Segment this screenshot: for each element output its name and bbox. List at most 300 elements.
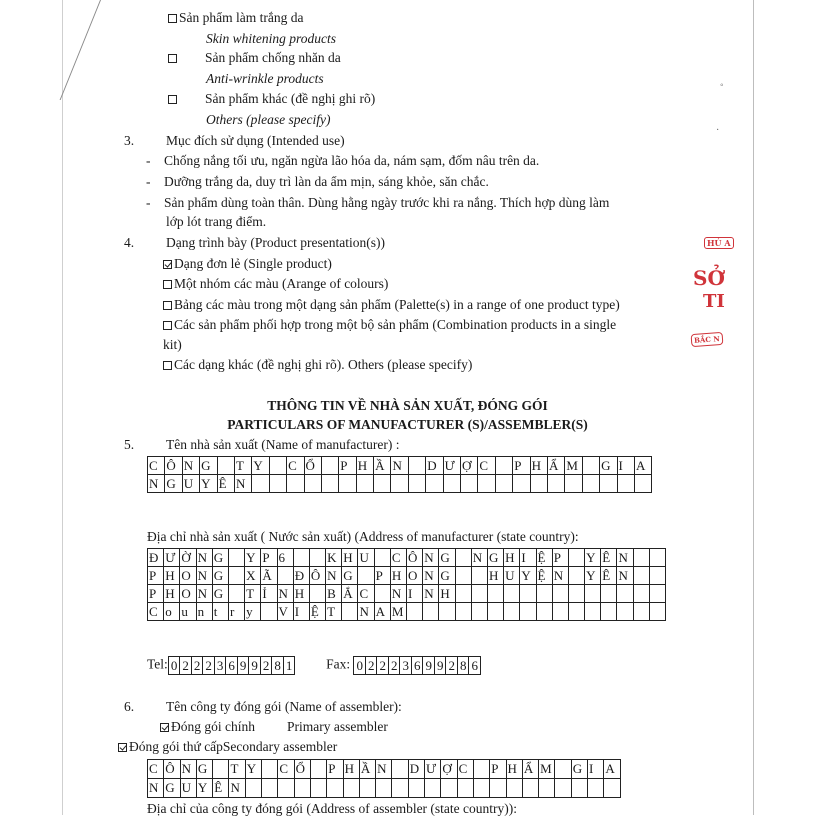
manufacturer-name-cell[interactable]: A	[634, 457, 651, 475]
manufacturer-address-cell[interactable]: H	[164, 567, 180, 585]
manufacturer-address-cell[interactable]: G	[439, 549, 455, 567]
manufacturer-address-cell[interactable]: N	[196, 585, 212, 603]
manufacturer-address-cell[interactable]	[455, 603, 471, 621]
tel-digit[interactable]: 6	[226, 657, 238, 674]
manufacturer-address-cell[interactable]: H	[390, 567, 406, 585]
manufacturer-address-cell[interactable]	[568, 603, 584, 621]
manufacturer-address-cell[interactable]: Ỉ	[261, 585, 277, 603]
manufacturer-name-cell[interactable]	[495, 457, 512, 475]
manufacturer-address-cell[interactable]: u	[180, 603, 196, 621]
manufacturer-address-cell[interactable]	[228, 567, 244, 585]
manufacturer-address-cell[interactable]	[520, 585, 536, 603]
manufacturer-name-cell[interactable]: N	[234, 475, 251, 493]
manufacturer-address-cell[interactable]	[277, 567, 293, 585]
manufacturer-name-cell[interactable]: N	[391, 457, 408, 475]
manufacturer-name-cell[interactable]: N	[182, 457, 199, 475]
manufacturer-address-cell[interactable]	[649, 603, 665, 621]
assembler-name-cell[interactable]: H	[506, 760, 522, 779]
assembler-name-cell[interactable]	[555, 760, 571, 779]
assembler-name-cell[interactable]: Y	[196, 779, 212, 798]
manufacturer-address-cell[interactable]	[633, 567, 649, 585]
section-5-number: 5.	[124, 437, 135, 452]
manufacturer-address-cell[interactable]: K	[326, 549, 342, 567]
assembler-name-cell[interactable]: H	[343, 760, 359, 779]
manufacturer-address-cell[interactable]	[228, 549, 244, 567]
tel-digit[interactable]: 0	[169, 657, 181, 674]
manufacturer-address-cell[interactable]: 6	[277, 549, 293, 567]
assembler-name-cell[interactable]	[490, 779, 506, 798]
manufacturer-address-cell[interactable]	[455, 549, 471, 567]
manufacturer-name-cell[interactable]	[217, 457, 234, 475]
manufacturer-address-cell[interactable]: G	[212, 585, 228, 603]
manufacturer-address-cell[interactable]	[536, 603, 552, 621]
manufacturer-name-cell[interactable]	[634, 475, 651, 493]
scan-speck-2: ·	[716, 125, 720, 136]
manufacturer-name-cell[interactable]	[565, 475, 582, 493]
item-skin-whitening-en: Skin whitening products	[206, 31, 336, 46]
fax-digit[interactable]: 2	[366, 657, 378, 674]
manufacturer-address-cell[interactable]: V	[277, 603, 293, 621]
manufacturer-name-cell[interactable]: Ầ	[374, 457, 391, 475]
manufacturer-address-cell[interactable]: Ệ	[309, 603, 325, 621]
manufacturer-address-cell[interactable]: Y	[520, 567, 536, 585]
manufacturer-name-cell[interactable]: Ổ	[304, 457, 321, 475]
assembler-name-cell[interactable]	[310, 760, 326, 779]
manufacturer-name-cell[interactable]: G	[200, 457, 217, 475]
manufacturer-address-cell[interactable]: N	[196, 549, 212, 567]
manufacturer-name-cell[interactable]: Ư	[443, 457, 460, 475]
manufacturer-address-cell[interactable]	[455, 567, 471, 585]
manufacturer-address-cell[interactable]	[568, 585, 584, 603]
assembler-name-cell[interactable]	[343, 779, 359, 798]
manufacturer-address-cell[interactable]: G	[439, 567, 455, 585]
stamp-fragment-1: HỦ A	[704, 237, 734, 249]
manufacturer-name-cell[interactable]: Ẩ	[547, 457, 564, 475]
manufacturer-address-cell[interactable]: A	[374, 603, 390, 621]
manufacturer-name-cell[interactable]	[269, 457, 286, 475]
fax-digit[interactable]: 8	[458, 657, 470, 674]
manufacturer-name-cell[interactable]: Ô	[165, 457, 182, 475]
manufacturer-address-cell[interactable]: Ờ	[180, 549, 196, 567]
manufacturer-name-cell[interactable]	[321, 475, 338, 493]
manufacturer-address-cell[interactable]: G	[342, 567, 358, 585]
assembler-name-cell[interactable]: Ầ	[359, 760, 375, 779]
manufacturer-name-grid	[147, 456, 652, 493]
bullet-3-cont: lớp lót trang điểm.	[166, 214, 267, 229]
manufacturer-name-cell[interactable]: Y	[200, 475, 217, 493]
manufacturer-address-cell[interactable]	[293, 549, 309, 567]
manufacturer-address-cell[interactable]: N	[471, 549, 487, 567]
manufacturer-name-cell[interactable]: P	[513, 457, 530, 475]
manufacturer-address-cell[interactable]: Đ	[293, 567, 309, 585]
manufacturer-address-row	[148, 585, 666, 603]
assembler-name-cell[interactable]: Ê	[213, 779, 229, 798]
manufacturer-name-label: Tên nhà sản xuất (Name of manufacturer) :	[166, 437, 400, 452]
manufacturer-name-cell[interactable]: G	[165, 475, 182, 493]
assembler-name-cell[interactable]: U	[180, 779, 196, 798]
manufacturer-address-cell[interactable]	[552, 585, 568, 603]
manufacturer-address-cell[interactable]: N	[423, 585, 439, 603]
manufacturer-name-cell[interactable]	[287, 475, 304, 493]
manufacturer-address-cell[interactable]: Ệ	[536, 567, 552, 585]
manufacturer-address-cell[interactable]: N	[196, 567, 212, 585]
manufacturer-address-cell[interactable]: O	[180, 567, 196, 585]
manufacturer-address-cell[interactable]: Ê	[601, 549, 617, 567]
manufacturer-address-cell[interactable]	[309, 549, 325, 567]
checkbox-range-of-colours[interactable]	[163, 280, 172, 289]
manufacturer-address-cell[interactable]	[471, 603, 487, 621]
checkbox-primary-assembler[interactable]	[160, 723, 169, 732]
manufacturer-address-cell[interactable]	[358, 567, 374, 585]
assembler-name-cell[interactable]	[310, 779, 326, 798]
assembler-name-cell[interactable]: Y	[245, 760, 261, 779]
fax-digit[interactable]: 2	[389, 657, 401, 674]
manufacturer-address-row	[148, 549, 666, 567]
manufacturer-address-cell[interactable]: P	[261, 549, 277, 567]
assembler-name-cell[interactable]	[376, 779, 392, 798]
manufacturer-address-cell[interactable]	[374, 585, 390, 603]
manufacturer-address-cell[interactable]	[504, 585, 520, 603]
manufacturer-address-cell[interactable]: H	[342, 549, 358, 567]
manufacturer-name-cell[interactable]: Ợ	[461, 457, 478, 475]
assembler-name-cell[interactable]: Ô	[164, 760, 180, 779]
manufacturer-address-cell[interactable]: P	[374, 567, 390, 585]
manufacturer-name-cell[interactable]: H	[356, 457, 373, 475]
manufacturer-address-cell[interactable]	[633, 549, 649, 567]
fax-digits	[353, 656, 481, 675]
manufacturer-address-cell[interactable]: N	[358, 603, 374, 621]
option-combination-cont: kit)	[163, 337, 182, 352]
tel-digit[interactable]: 1	[284, 657, 296, 674]
fax-digit[interactable]: 0	[354, 657, 366, 674]
fax-digit[interactable]: 6	[469, 657, 481, 674]
manufacturer-name-cell[interactable]	[495, 475, 512, 493]
manufacturer-address-cell[interactable]: H	[164, 585, 180, 603]
checkbox-secondary-assembler[interactable]	[118, 743, 127, 752]
manufacturer-address-cell[interactable]: Ô	[407, 549, 423, 567]
tel-digit[interactable]: 8	[272, 657, 284, 674]
assembler-name-cell[interactable]: C	[457, 760, 473, 779]
manufacturer-address-cell[interactable]: Ã	[261, 567, 277, 585]
manufacturer-address-cell[interactable]: N	[277, 585, 293, 603]
manufacturer-address-cell[interactable]: N	[390, 585, 406, 603]
manufacturer-name-cell[interactable]: C	[478, 457, 495, 475]
manufacturer-name-cell[interactable]	[461, 475, 478, 493]
manufacturer-address-cell[interactable]: I	[520, 549, 536, 567]
manufacturer-address-cell[interactable]: N	[617, 549, 633, 567]
manufacturer-address-cell[interactable]	[487, 585, 503, 603]
tel-digit[interactable]: 2	[192, 657, 204, 674]
manufacturer-name-cell[interactable]	[582, 457, 599, 475]
assembler-name-cell[interactable]: N	[376, 760, 392, 779]
assembler-name-cell[interactable]	[457, 779, 473, 798]
manufacturer-address-cell[interactable]	[536, 585, 552, 603]
assembler-name-cell[interactable]	[425, 779, 441, 798]
manufacturer-name-cell[interactable]	[374, 475, 391, 493]
assembler-name-cell[interactable]	[392, 779, 408, 798]
assembler-name-cell[interactable]	[294, 779, 310, 798]
assembler-name-grid	[147, 759, 621, 798]
tel-digit[interactable]: 2	[261, 657, 273, 674]
manufacturer-address-cell[interactable]: H	[487, 567, 503, 585]
manufacturer-name-cell[interactable]	[408, 475, 425, 493]
bullet-3: - Sản phẩm dùng toàn thân. Dùng hằng ngày trước khi ra nắng. Thích hợp dùng làm	[146, 195, 610, 210]
assembler-name-cell[interactable]	[522, 779, 538, 798]
manufacturer-address-cell[interactable]: N	[326, 567, 342, 585]
manufacturer-address-cell[interactable]: Y	[585, 549, 601, 567]
manufacturer-address-cell[interactable]: U	[504, 567, 520, 585]
assembler-name-cell[interactable]	[262, 779, 278, 798]
checkbox-anti-wrinkle[interactable]	[168, 54, 177, 63]
manufacturer-address-cell[interactable]: N	[617, 567, 633, 585]
manufacturer-address-cell[interactable]	[568, 549, 584, 567]
manufacturer-name-cell[interactable]	[582, 475, 599, 493]
assembler-name-cell[interactable]: Ổ	[294, 760, 310, 779]
manufacturer-address-cell[interactable]: Ô	[309, 567, 325, 585]
fax-digit[interactable]: 3	[400, 657, 412, 674]
manufacturer-address-cell[interactable]: C	[390, 549, 406, 567]
manufacturer-address-cell[interactable]	[585, 585, 601, 603]
assembler-name-cell[interactable]: P	[490, 760, 506, 779]
manufacturer-name-cell[interactable]	[321, 457, 338, 475]
manufacturer-address-cell[interactable]: T	[245, 585, 261, 603]
assembler-name-cell[interactable]: C	[148, 760, 164, 779]
manufacturer-address-cell[interactable]: G	[212, 549, 228, 567]
manufacturer-address-cell[interactable]	[633, 603, 649, 621]
manufacturer-address-cell[interactable]: O	[180, 585, 196, 603]
manufacturer-address-grid	[147, 548, 666, 621]
manufacturer-address-cell[interactable]: T	[326, 603, 342, 621]
manufacturer-name-cell[interactable]: D	[426, 457, 443, 475]
manufacturer-address-cell[interactable]	[520, 603, 536, 621]
manufacturer-address-cell[interactable]	[601, 603, 617, 621]
manufacturer-name-cell[interactable]	[252, 475, 269, 493]
manufacturer-address-cell[interactable]: U	[358, 549, 374, 567]
manufacturer-address-cell[interactable]	[439, 603, 455, 621]
checkbox-skin-whitening[interactable]	[168, 14, 177, 23]
item-anti-wrinkle-en: Anti-wrinkle products	[206, 71, 324, 86]
assembler-name-cell[interactable]	[473, 779, 489, 798]
assembler-name-cell[interactable]: Ẩ	[522, 760, 538, 779]
option-single-product: Dạng đơn lẻ (Single product)	[163, 256, 332, 272]
manufacturer-name-cell[interactable]: I	[617, 457, 634, 475]
section-3-number: 3.	[124, 133, 135, 148]
assembler-name-cell[interactable]: D	[408, 760, 424, 779]
manufacturer-address-cell[interactable]: H	[293, 585, 309, 603]
manufacturer-name-cell[interactable]	[617, 475, 634, 493]
assembler-name-cell[interactable]	[588, 779, 604, 798]
manufacturer-name-cell[interactable]: N	[148, 475, 165, 493]
manufacturer-name-cell[interactable]: Ê	[217, 475, 234, 493]
manufacturer-address-cell[interactable]	[407, 603, 423, 621]
assembler-name-cell[interactable]	[278, 779, 294, 798]
manufacturer-address-cell[interactable]	[228, 585, 244, 603]
manufacturer-address-cell[interactable]: I	[407, 585, 423, 603]
manufacturer-address-cell[interactable]	[552, 603, 568, 621]
tel-digit[interactable]: 2	[180, 657, 192, 674]
assembler-name-cell[interactable]	[327, 779, 343, 798]
manufacturer-address-cell[interactable]	[455, 585, 471, 603]
tel-digit[interactable]: 9	[238, 657, 250, 674]
manufacturer-name-cell[interactable]: Y	[252, 457, 269, 475]
manufacturer-address-cell[interactable]: G	[487, 549, 503, 567]
fax-digit[interactable]: 9	[423, 657, 435, 674]
manufacturer-name-cell[interactable]	[478, 475, 495, 493]
fax-digit[interactable]: 9	[435, 657, 447, 674]
manufacturer-address-cell[interactable]: Y	[585, 567, 601, 585]
manufacturer-address-cell[interactable]: Ư	[164, 549, 180, 567]
section-6-number: 6.	[124, 699, 135, 714]
manufacturer-name-cell[interactable]: G	[600, 457, 617, 475]
manufacturer-name-cell[interactable]: C	[148, 457, 165, 475]
manufacturer-name-cell[interactable]	[408, 457, 425, 475]
manufacturer-address-cell[interactable]	[601, 585, 617, 603]
checkbox-combination[interactable]	[163, 321, 172, 330]
manufacturer-address-cell[interactable]: B	[326, 585, 342, 603]
assembler-name-cell[interactable]: A	[604, 760, 620, 779]
manufacturer-address-cell[interactable]	[261, 603, 277, 621]
manufacturer-name-cell[interactable]: U	[182, 475, 199, 493]
manufacturer-address-cell[interactable]: C	[148, 603, 164, 621]
manufacturer-address-cell[interactable]	[649, 585, 665, 603]
manufacturer-address-cell[interactable]: X	[245, 567, 261, 585]
manufacturer-name-cell[interactable]: P	[339, 457, 356, 475]
assembler-name-cell[interactable]: N	[229, 779, 245, 798]
manufacturer-name-cell[interactable]	[356, 475, 373, 493]
manufacturer-address-cell[interactable]: P	[148, 585, 164, 603]
manufacturer-name-cell[interactable]: C	[287, 457, 304, 475]
fax-digit[interactable]: 2	[446, 657, 458, 674]
item-anti-wrinkle: Sản phẩm chống nhăn da	[168, 50, 341, 66]
assembler-name-cell[interactable]: P	[327, 760, 343, 779]
manufacturer-address-cell[interactable]: Ệ	[536, 549, 552, 567]
assembler-name-cell[interactable]: T	[229, 760, 245, 779]
manufacturer-address-cell[interactable]: o	[164, 603, 180, 621]
manufacturer-address-cell[interactable]: N	[423, 549, 439, 567]
manufacturer-address-cell[interactable]: P	[552, 549, 568, 567]
manufacturer-address-cell[interactable]: Đ	[148, 549, 164, 567]
manufacturer-name-cell[interactable]: M	[565, 457, 582, 475]
manufacturer-address-cell[interactable]	[649, 549, 665, 567]
assembler-name-cell[interactable]	[473, 760, 489, 779]
manufacturer-address-cell[interactable]	[504, 603, 520, 621]
manufacturer-address-cell[interactable]	[649, 567, 665, 585]
manufacturer-address-cell[interactable]: G	[212, 567, 228, 585]
manufacturer-address-cell[interactable]	[342, 603, 358, 621]
manufacturer-name-cell[interactable]	[269, 475, 286, 493]
tel-digit[interactable]: 9	[249, 657, 261, 674]
section-4-title: Dạng trình bày (Product presentation(s))	[166, 235, 385, 250]
manufacturer-address-cell[interactable]	[633, 585, 649, 603]
manufacturer-address-cell[interactable]: Y	[245, 549, 261, 567]
manufacturer-address-cell[interactable]: C	[358, 585, 374, 603]
checkbox-others[interactable]	[168, 95, 177, 104]
manufacturer-address-cell[interactable]: O	[407, 567, 423, 585]
checkbox-single-product[interactable]	[163, 260, 172, 269]
manufacturer-address-cell[interactable]: Ắ	[342, 585, 358, 603]
assembler-name-cell[interactable]: C	[278, 760, 294, 779]
assembler-name-cell[interactable]	[555, 779, 571, 798]
manufacturer-name-cell[interactable]	[513, 475, 530, 493]
assembler-name-cell[interactable]: G	[196, 760, 212, 779]
manufacturer-address-cell[interactable]	[585, 603, 601, 621]
manufacturer-address-cell[interactable]	[617, 603, 633, 621]
manufacturer-address-cell[interactable]: Ê	[601, 567, 617, 585]
assembler-name-cell[interactable]: G	[164, 779, 180, 798]
manufacturer-address-cell[interactable]: N	[552, 567, 568, 585]
manufacturer-name-cell[interactable]	[304, 475, 321, 493]
assembler-name-cell[interactable]	[506, 779, 522, 798]
manufacturer-name-cell[interactable]	[547, 475, 564, 493]
manufacturer-address-cell[interactable]	[471, 567, 487, 585]
manufacturer-name-cell[interactable]	[339, 475, 356, 493]
manufacturer-address-cell[interactable]	[374, 549, 390, 567]
manufacturer-address-cell[interactable]: t	[212, 603, 228, 621]
assembler-name-cell[interactable]	[262, 760, 278, 779]
manufacturer-name-cell[interactable]: H	[530, 457, 547, 475]
manufacturer-address-cell[interactable]	[471, 585, 487, 603]
manufacturer-address-cell[interactable]	[617, 585, 633, 603]
manufacturer-address-cell[interactable]: P	[148, 567, 164, 585]
manufacturer-address-cell[interactable]: M	[390, 603, 406, 621]
manufacturer-address-cell[interactable]	[423, 603, 439, 621]
tel-digit[interactable]: 3	[215, 657, 227, 674]
manufacturer-address-cell[interactable]: n	[196, 603, 212, 621]
manufacturer-address-cell[interactable]: H	[504, 549, 520, 567]
assembler-name-cell[interactable]: Ợ	[441, 760, 457, 779]
fax-digit[interactable]: 2	[377, 657, 389, 674]
assembler-name-cell[interactable]: I	[588, 760, 604, 779]
assembler-name-cell[interactable]: M	[539, 760, 555, 779]
manufacturer-address-cell[interactable]: N	[423, 567, 439, 585]
assembler-name-cell[interactable]: N	[148, 779, 164, 798]
manufacturer-address-cell[interactable]: I	[293, 603, 309, 621]
assembler-name-cell[interactable]	[408, 779, 424, 798]
assembler-name-cell[interactable]	[213, 760, 229, 779]
assembler-name-cell[interactable]: Ư	[425, 760, 441, 779]
assembler-name-cell[interactable]	[359, 779, 375, 798]
assembler-name-cell[interactable]	[392, 760, 408, 779]
manufacturer-address-cell[interactable]	[568, 567, 584, 585]
manufacturer-address-cell[interactable]	[309, 585, 325, 603]
assembler-name-cell[interactable]	[571, 779, 587, 798]
manufacturer-address-cell[interactable]: H	[439, 585, 455, 603]
checkbox-presentation-others[interactable]	[163, 361, 172, 370]
assembler-name-cell[interactable]	[539, 779, 555, 798]
assembler-name-cell[interactable]	[245, 779, 261, 798]
manufacturer-address-cell[interactable]	[487, 603, 503, 621]
manufacturer-name-cell[interactable]: T	[234, 457, 251, 475]
tel-digit[interactable]: 2	[203, 657, 215, 674]
assembler-name-cell[interactable]	[604, 779, 620, 798]
manufacturer-name-cell[interactable]	[443, 475, 460, 493]
manufacturer-address-cell[interactable]: y	[245, 603, 261, 621]
checkbox-palette[interactable]	[163, 301, 172, 310]
heading-vi: THÔNG TIN VỀ NHÀ SẢN XUẤT, ĐÓNG GÓI	[267, 398, 548, 413]
item-skin-whitening: Sản phẩm làm trắng da	[168, 10, 303, 26]
option-others: Các dạng khác (đề nghị ghi rõ). Others (please specify)	[163, 357, 472, 373]
manufacturer-name-cell[interactable]	[426, 475, 443, 493]
manufacturer-address-cell[interactable]: r	[228, 603, 244, 621]
fax-digit[interactable]: 6	[412, 657, 424, 674]
manufacturer-name-cell[interactable]	[600, 475, 617, 493]
assembler-name-cell[interactable]: G	[571, 760, 587, 779]
option-secondary-assembler: Đóng gói thứ cấpSecondary assembler	[118, 739, 337, 755]
assembler-name-cell[interactable]	[441, 779, 457, 798]
assembler-name-cell[interactable]: N	[180, 760, 196, 779]
manufacturer-name-cell[interactable]	[391, 475, 408, 493]
manufacturer-name-cell[interactable]	[530, 475, 547, 493]
